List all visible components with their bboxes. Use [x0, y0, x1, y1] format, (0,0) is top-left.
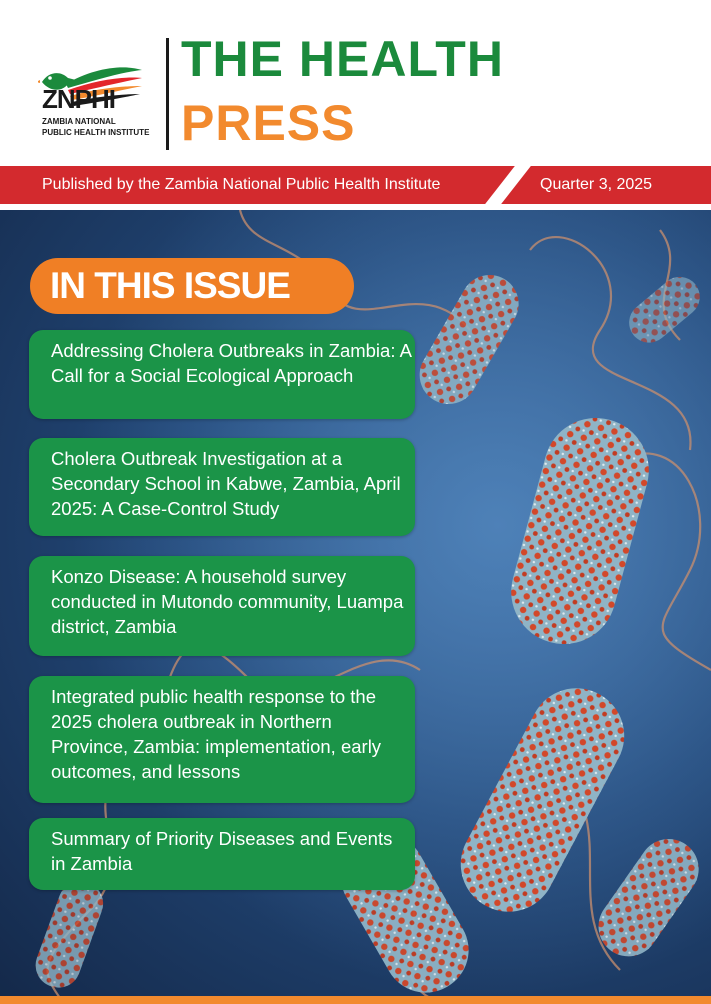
article-title-3: Konzo Disease: A household survey conducted in Mutondo community, Luampa district, Zambia [51, 566, 404, 637]
publisher-text: Published by the Zambia National Public Health Institute [42, 176, 441, 193]
in-this-issue-heading: IN THIS ISSUE [50, 265, 290, 306]
publication-title-line1: THE HEALTH [181, 31, 504, 87]
article-card-1[interactable] [29, 330, 415, 419]
article-title-4: Integrated public health response to the 2025 cholera outbreak in Northern Province, Zambia: implementation, early outcomes, and lessons [51, 686, 382, 782]
logo-subtitle-line1: ZAMBIA NATIONAL [42, 117, 116, 126]
article-title-5: Summary of Priority Diseases and Events in Zambia [51, 828, 393, 874]
publication-title-line2: PRESS [181, 95, 356, 151]
article-card-5[interactable] [29, 818, 415, 890]
article-title-1: Addressing Cholera Outbreaks in Zambia: A Call for a Social Ecological Approach [51, 340, 411, 386]
footer-accent-bar [0, 996, 711, 1004]
logo-wordmark: ZNPHI [42, 84, 115, 114]
logo-subtitle [42, 116, 172, 138]
article-title-2: Cholera Outbreak Investigation at a Secondary School in Kabwe, Zambia, April 2025: A Case-Control Study [51, 448, 401, 519]
masthead-divider [166, 38, 169, 150]
article-card-2[interactable] [29, 438, 415, 536]
logo-subtitle-line2: PUBLIC HEALTH INSTITUTE [42, 128, 150, 137]
article-card-3[interactable] [29, 556, 415, 656]
issue-period: Quarter 3, 2025 [540, 176, 653, 193]
article-card-4[interactable] [29, 676, 415, 803]
